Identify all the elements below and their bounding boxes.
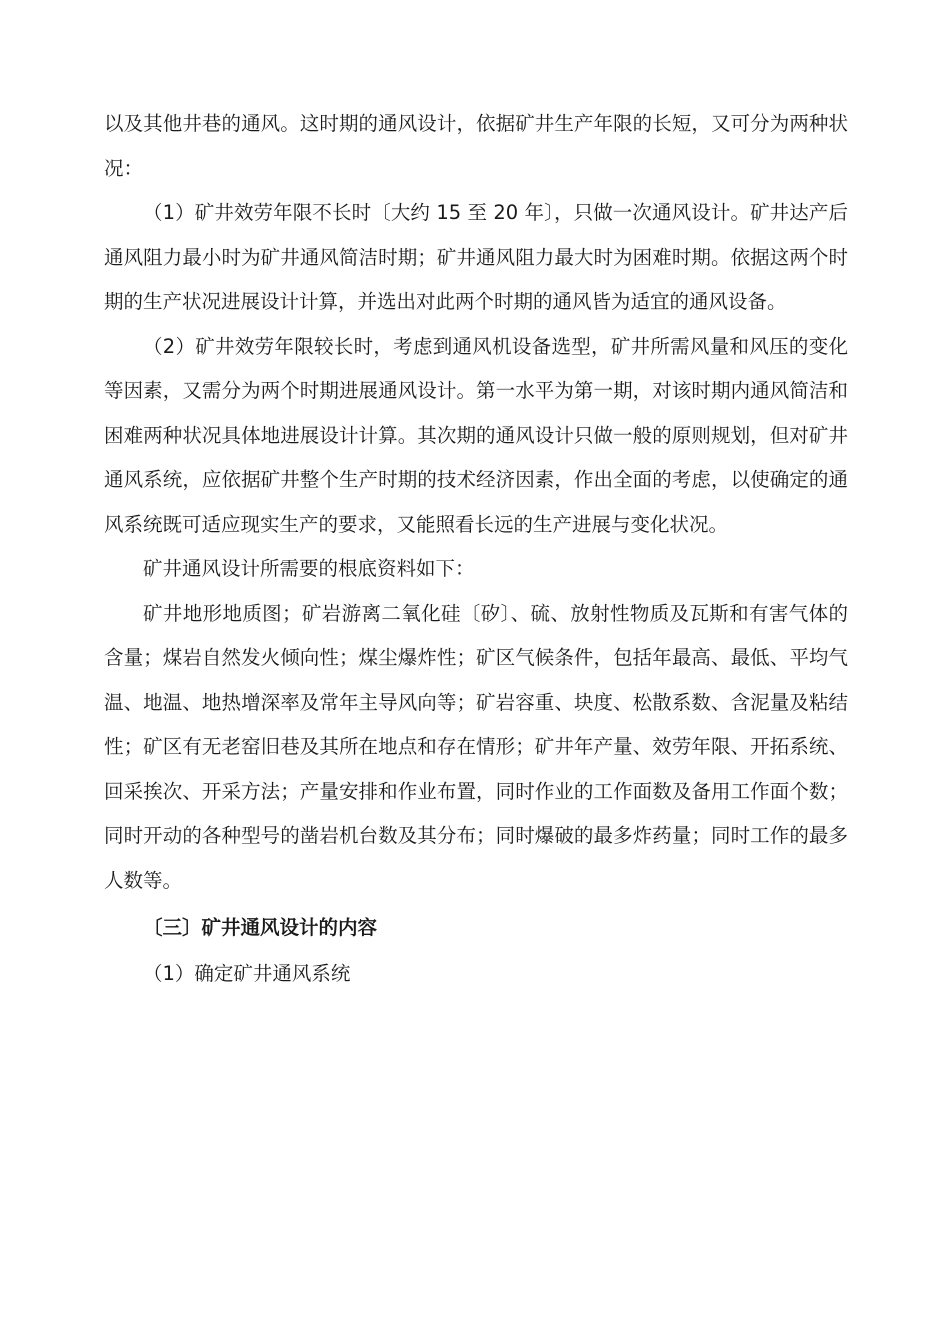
paragraph-intro: 以及其他井巷的通风。这时期的通风设计，依据矿井生产年限的长短，又可分为两种状况： (104, 112, 848, 180)
paragraph-data-list: 矿井地形地质图；矿岩游离二氧化硅〔矽〕、硫、放射性物质及瓦斯和有害气体的含量；煤岩自然发火倾向性；煤尘爆炸性；矿区气候条件，包括年最高、最低、平均气温、地温、地热增深率及常年主导风向等；矿岩容重、块度、松散系数、含泥量及粘结性；矿区有无老窑旧巷及其所在地点和存在情形；矿井年产量、效劳年限、开拓系统、回采挨次、开采方法；产量安排和作业布置，同时作业的工作面数及备用工作面个数；同时开动的各种型号的凿岩机台数及其分布；同时爆破的最多炸药量；同时工作的最多人数等。 (104, 601, 848, 892)
list-item: （1）确定矿井通风系统 (143, 961, 351, 985)
paragraph-data-intro: 矿井通风设计所需要的根底资料如下： (143, 557, 475, 580)
section-heading: 〔三〕矿井通风设计的内容 (143, 916, 378, 939)
paragraph-case-1: （1）矿井效劳年限不长时〔大约 15 至 20 年〕，只做一次通风设计。矿井达产后通风阻力最小时为矿井通风简洁时期；矿井通风阻力最大时为困难时期。依据这两个时期的生产状况进展设计计算，并选出对此两个时期的通风皆为适宜的通风设备。 (104, 201, 848, 313)
paragraph-case-2: （2）矿井效劳年限较长时，考虑到通风机设备选型，矿井所需风量和风压的变化等因素，又需分为两个时期进展通风设计。第一水平为第一期，对该时期内通风简洁和困难两种状况具体地进展设计计算。其次期的通风设计只做一般的原则规划，但对矿井通风系统，应依据矿井整个生产时期的技术经济因素，作出全面的考虑，以使确定的通风系统既可适应现实生产的要求，又能照看长远的生产进展与变化状况。 (104, 334, 848, 536)
document-page (104, 102, 848, 996)
